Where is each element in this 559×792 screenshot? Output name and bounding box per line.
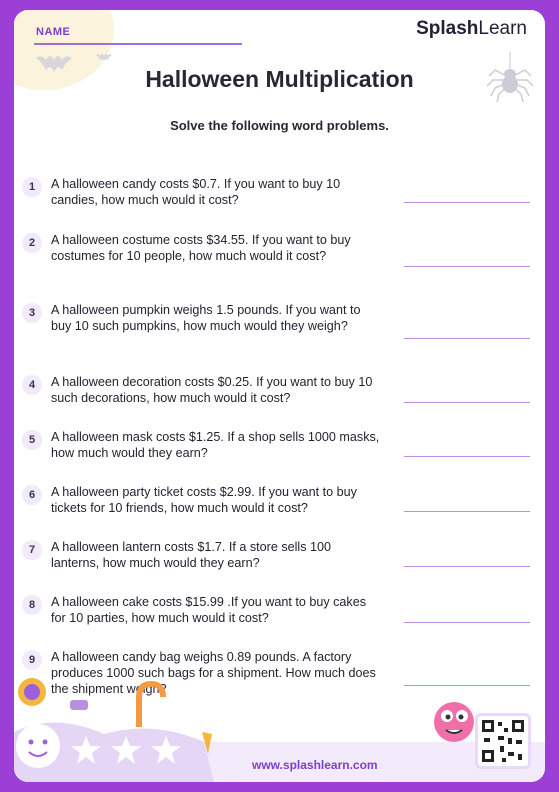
brand-learn: Learn: [478, 18, 527, 39]
splashlearn-logo: [416, 18, 527, 40]
question-number: 7: [22, 540, 42, 560]
question-text: A halloween lantern costs $1.7. If a store sells 100 lanterns, how much would they earn?: [51, 540, 332, 570]
answer-line[interactable]: [404, 338, 530, 339]
footer-url[interactable]: www.splashlearn.com: [252, 758, 378, 772]
question-number: 2: [22, 233, 42, 253]
question-text: A halloween pumpkin weighs 1.5 pounds. If you want to buy 10 such pumpkins, how much would they weigh?: [51, 303, 361, 333]
question-text: A halloween costume costs $34.55. If you want to buy costumes for 10 people, how much would it cost?: [51, 233, 351, 263]
answer-line[interactable]: [404, 622, 530, 623]
question-number: 6: [22, 485, 42, 505]
answer-line[interactable]: [404, 511, 530, 512]
answer-line[interactable]: [404, 266, 530, 267]
instructions: Solve the following word problems.: [170, 118, 389, 133]
answer-line[interactable]: [404, 202, 530, 203]
answer-line[interactable]: [404, 402, 530, 403]
question-number: 3: [22, 303, 42, 323]
question-number: 4: [22, 375, 42, 395]
name-label: NAME: [36, 26, 71, 38]
question-number: 9: [22, 650, 42, 670]
brand-splash: Splash: [416, 18, 479, 39]
question-number: 8: [22, 595, 42, 615]
question-text: A halloween candy costs $0.7. If you want to buy 10 candies, how much would it cost?: [51, 177, 341, 207]
question-text: A halloween cake costs $15.99 .If you want to buy cakes for 10 parties, how much would it cost?: [51, 595, 367, 625]
worksheet-page: [14, 10, 545, 782]
bat-icon-small: [96, 52, 112, 62]
page-title: Halloween Multiplication: [145, 66, 414, 92]
question-text: A halloween party ticket costs $2.99. If you want to buy tickets for 10 friends, how much would it cost?: [51, 485, 357, 515]
question-number: 5: [22, 430, 42, 450]
qr-code-icon: [475, 713, 531, 769]
name-field[interactable]: [34, 43, 242, 45]
answer-line[interactable]: [404, 456, 530, 457]
question-text: A halloween mask costs $1.25. If a shop sells 1000 masks, how much would they earn?: [51, 430, 380, 460]
answer-line[interactable]: [404, 566, 530, 567]
question-number: 1: [22, 177, 42, 197]
question-text: A halloween candy bag weighs 0.89 pounds. A factory produces 1000 such bags for a shipment. How much does the shipment weigh?: [51, 650, 376, 696]
question-text: A halloween decoration costs $0.25. If you want to buy 10 such decorations, how much would it cost?: [51, 375, 373, 405]
